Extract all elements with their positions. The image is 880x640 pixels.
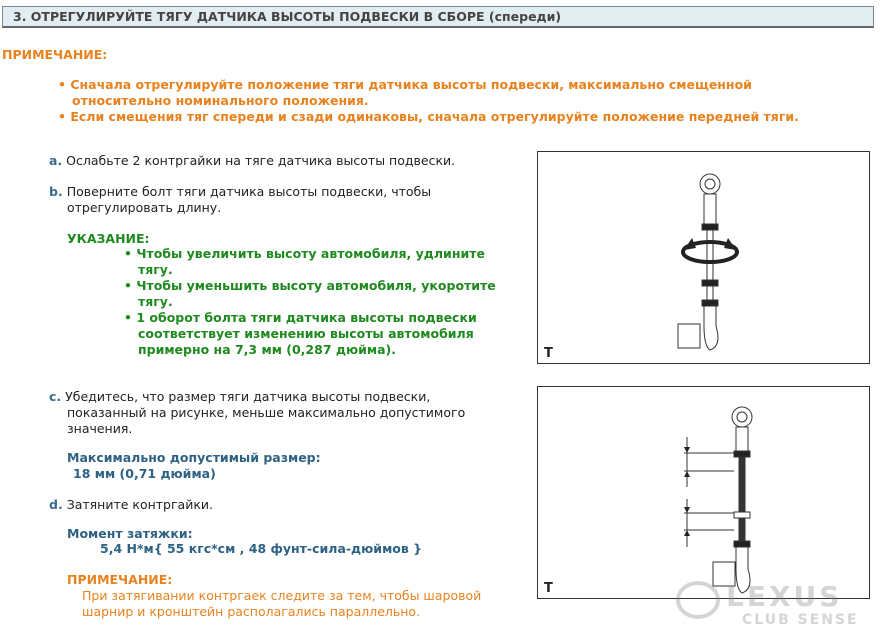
lexus-club-watermark bbox=[676, 578, 876, 638]
max-size-label: Максимально допустимый размер: bbox=[67, 450, 321, 465]
step-letter: d. bbox=[49, 497, 63, 512]
step-b bbox=[49, 184, 431, 216]
step-letter: a. bbox=[49, 153, 63, 168]
rod-rotate-illustration bbox=[538, 152, 869, 363]
step-a bbox=[49, 153, 455, 169]
figure-tag: T bbox=[544, 346, 553, 361]
hint-text: примерно на 7,3 мм (0,287 дюйма). bbox=[138, 342, 396, 357]
hint-text: тягу. bbox=[138, 294, 173, 309]
max-size-value: 18 мм (0,71 дюйма) bbox=[73, 466, 216, 481]
hint-list bbox=[124, 246, 496, 358]
figure-measure-rod bbox=[537, 386, 870, 599]
lexus-logo-icon bbox=[676, 580, 720, 620]
step-text: Поверните болт тяги датчика высоты подвески, чтобы bbox=[66, 184, 432, 199]
hint-text: • Чтобы увеличить высоту автомобиля, удлините bbox=[124, 246, 485, 261]
step-text: значения. bbox=[67, 421, 133, 436]
step-text: Затяните контргайки. bbox=[66, 497, 213, 512]
step-d bbox=[49, 497, 213, 513]
hint-text: • 1 оборот болта тяги датчика высоты подвески bbox=[124, 310, 477, 325]
hint-text: • Чтобы уменьшить высоту автомобиля, укоротите bbox=[124, 278, 496, 293]
note-text: • Если смещения тяг спереди и сзади одинаковы, сначала отрегулируйте положение передней тяги. bbox=[58, 109, 799, 124]
note-text: шарнир и кронштейн располагались параллельно. bbox=[82, 604, 421, 619]
watermark-sub: CLUB SENSE bbox=[742, 612, 859, 628]
figure-tag: T bbox=[544, 581, 553, 596]
rod-measure-illustration bbox=[538, 387, 869, 598]
torque-value: 5,4 Н*м{ 55 кгс*см , 48 фунт-сила-дюймов } bbox=[100, 541, 423, 556]
step-text: Ослабьте 2 контргайки на тяге датчика высоты подвески. bbox=[66, 153, 456, 168]
watermark-brand: LEXUS bbox=[726, 580, 843, 613]
note-text: • Сначала отрегулируйте положение тяги датчика высоты подвески, максимально смещенной bbox=[58, 77, 752, 92]
step-text: Убедитесь, что размер тяги датчика высоты подвески, bbox=[65, 389, 431, 404]
note-bullet-1 bbox=[58, 77, 799, 125]
step-letter: c. bbox=[49, 389, 62, 404]
figure-adjust-rod bbox=[537, 151, 870, 364]
torque-label: Момент затяжки: bbox=[67, 526, 193, 541]
hint-text: соответствует изменению высоты автомобиля bbox=[138, 326, 474, 341]
note-text: относительно номинального положения. bbox=[72, 93, 369, 108]
note-text: При затягивании контргаек следите за тем, чтобы шаровой bbox=[82, 588, 482, 603]
step-text: отрегулировать длину. bbox=[67, 200, 222, 215]
hint-label: УКАЗАНИЕ: bbox=[67, 231, 150, 246]
step-letter: b. bbox=[49, 184, 63, 199]
note-label: ПРИМЕЧАНИЕ: bbox=[2, 47, 108, 62]
step-text: показанный на рисунке, меньше максимально допустимого bbox=[67, 405, 466, 420]
note2-label: ПРИМЕЧАНИЕ: bbox=[67, 572, 173, 587]
hint-text: тягу. bbox=[138, 262, 173, 277]
step-c bbox=[49, 389, 465, 437]
section-header: 3. ОТРЕГУЛИРУЙТЕ ТЯГУ ДАТЧИКА ВЫСОТЫ ПОДВЕСКИ В СБОРЕ (спереди) bbox=[2, 6, 874, 28]
note2-text bbox=[82, 588, 481, 620]
